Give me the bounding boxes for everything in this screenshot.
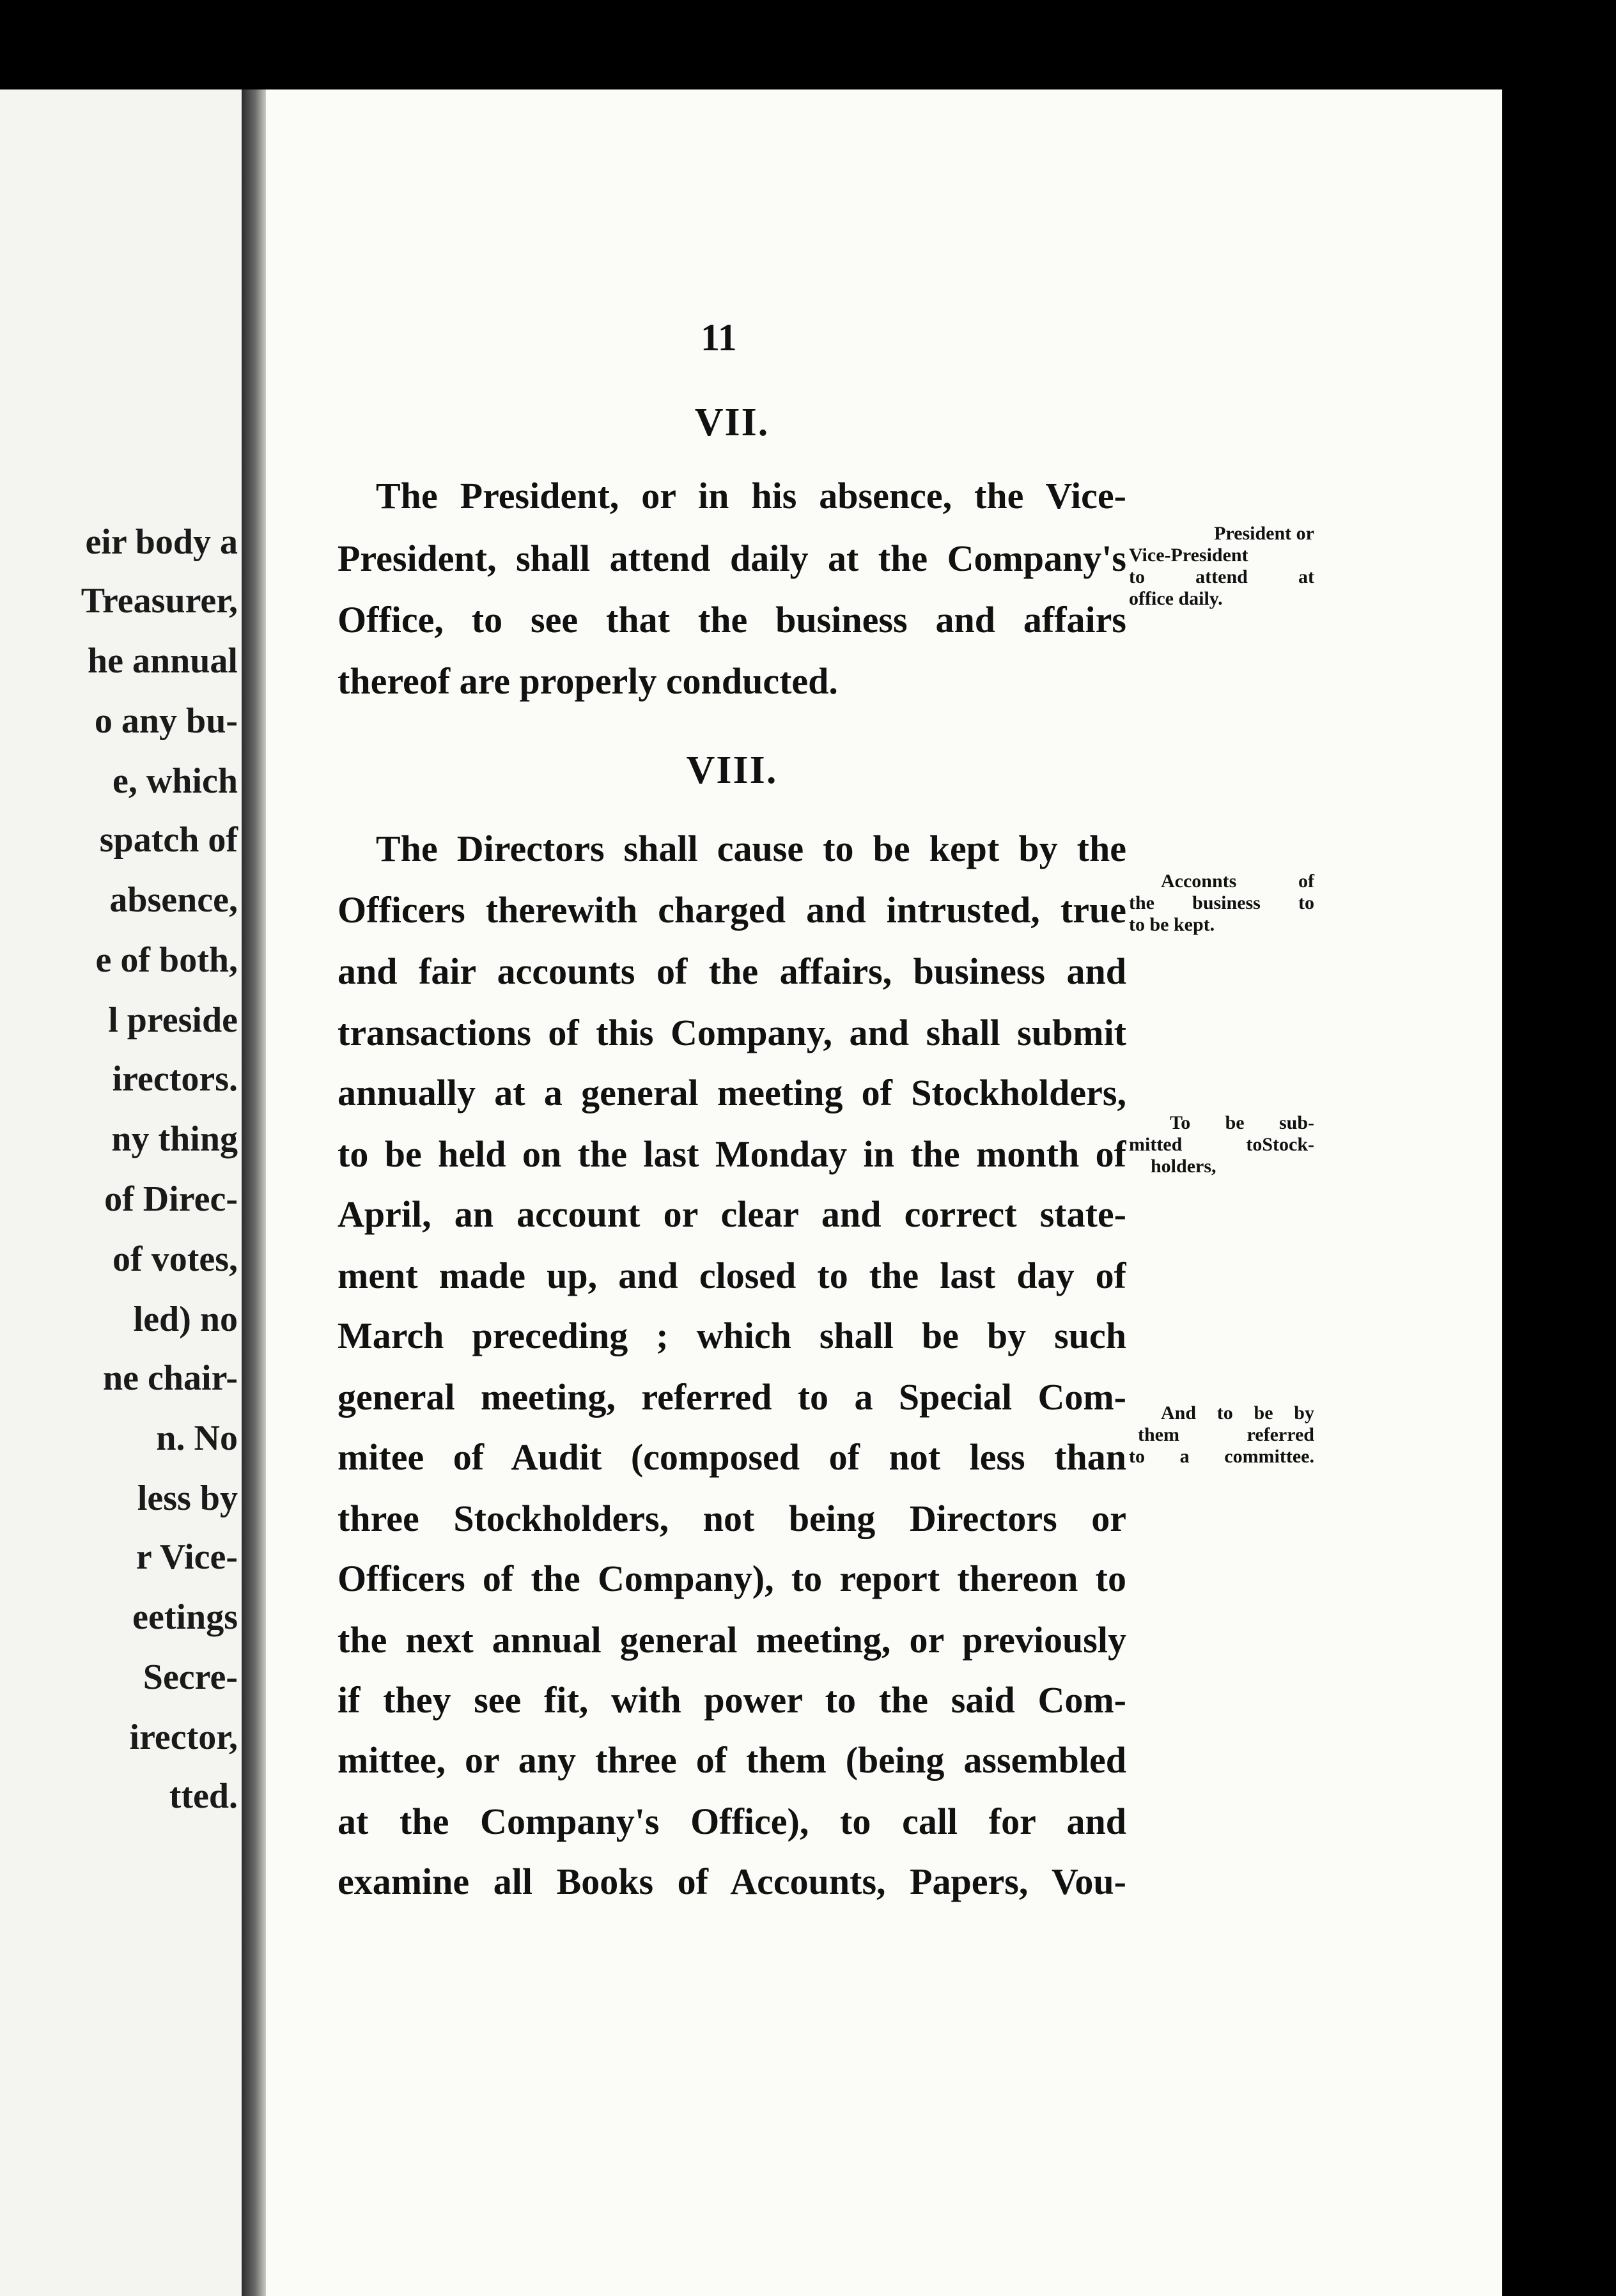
- margin-note-line: to be kept.: [1129, 914, 1215, 935]
- left-facing-page: [0, 89, 244, 2296]
- margin-note: [1129, 1112, 1314, 1177]
- left-page-fragment: Secre-: [143, 1657, 238, 1697]
- body-text-line: if they see fit, with power to the said Com-: [338, 1679, 1126, 1721]
- margin-note-line: office daily.: [1129, 588, 1223, 609]
- scan-border: [1502, 89, 1616, 2296]
- left-page-fragment: Treasurer,: [81, 581, 238, 621]
- left-page-fragment: ne chair-: [103, 1358, 238, 1398]
- left-page-fragment: eir body a: [85, 522, 238, 562]
- margin-note-line: holders,: [1151, 1156, 1216, 1177]
- section-heading-vii: VII.: [694, 401, 770, 444]
- left-page-fragment: spatch of: [99, 820, 238, 860]
- left-page-fragment: e, which: [113, 761, 238, 801]
- body-text-line: annually at a general meeting of Stockholders,: [338, 1072, 1126, 1113]
- left-page-fragment: e of both,: [95, 940, 238, 980]
- body-text-line: Officers of the Company), to report thereon to: [338, 1558, 1126, 1599]
- left-page-fragment: of votes,: [113, 1239, 238, 1279]
- margin-note-line: to a committee.: [1129, 1446, 1314, 1467]
- left-page-fragment: less by: [137, 1478, 238, 1518]
- margin-note-line: To be sub-: [1170, 1112, 1314, 1133]
- body-text-line: mitee of Audit (composed of not less than: [338, 1436, 1126, 1478]
- margin-note-line: them referred: [1138, 1424, 1314, 1445]
- left-page-fragment: ny thing: [111, 1119, 238, 1159]
- body-text-line: at the Company's Office), to call for and: [338, 1801, 1126, 1842]
- left-page-fragment: r Vice-: [136, 1537, 238, 1577]
- body-text-line: thereof are properly conducted.: [338, 660, 838, 702]
- left-page-fragment: he annual: [88, 641, 238, 681]
- body-text-line: Office, to see that the business and affairs: [338, 599, 1126, 640]
- body-text-line: April, an account or clear and correct state-: [338, 1193, 1126, 1235]
- left-page-fragment: eetings: [132, 1597, 238, 1637]
- margin-note-line: Acconnts of: [1161, 871, 1314, 892]
- left-page-fragment: n. No: [156, 1418, 238, 1458]
- margin-note-line: to attend at: [1129, 566, 1314, 587]
- left-page-fragment: absence,: [109, 880, 238, 920]
- body-text-line: three Stockholders, not being Directors or: [338, 1498, 1126, 1539]
- page-number: 11: [701, 316, 737, 359]
- left-page-fragment: led) no: [133, 1299, 238, 1339]
- margin-note: [1129, 1402, 1314, 1468]
- body-text-line: ment made up, and closed to the last day of: [338, 1255, 1126, 1296]
- body-text-line: to be held on the last Monday in the month of: [338, 1133, 1126, 1175]
- margin-note-line: And to be by: [1161, 1402, 1314, 1423]
- margin-note-line: mitted toStock-: [1129, 1134, 1314, 1155]
- body-text-line: examine all Books of Accounts, Papers, Vou-: [338, 1861, 1126, 1902]
- left-page-fragment: irectors.: [112, 1059, 238, 1099]
- body-text-line: the next annual general meeting, or previously: [338, 1619, 1126, 1661]
- body-text-line: The President, or in his absence, the Vice-: [376, 475, 1126, 516]
- body-text-line: March preceding ; which shall be by such: [338, 1315, 1126, 1356]
- body-text-line: transactions of this Company, and shall submit: [338, 1012, 1126, 1053]
- left-page-fragment: of Direc-: [104, 1179, 238, 1219]
- left-page-fragment: tted.: [169, 1776, 238, 1816]
- margin-note-line: President or: [1214, 523, 1314, 544]
- body-text-line: general meeting, referred to a Special Com-: [338, 1376, 1126, 1418]
- section-heading-viii: VIII.: [686, 749, 778, 792]
- left-page-fragment: l preside: [108, 1000, 238, 1040]
- body-text-line: President, shall attend daily at the Company's: [338, 538, 1126, 579]
- book-gutter: [242, 89, 266, 2296]
- body-text-line: mittee, or any three of them (being assembled: [338, 1739, 1126, 1781]
- margin-note-line: Vice-President: [1129, 545, 1248, 566]
- body-text-line: The Directors shall cause to be kept by the: [376, 828, 1126, 869]
- left-page-fragment: irector,: [129, 1718, 238, 1757]
- margin-note: [1129, 871, 1314, 936]
- margin-note-line: the business to: [1129, 892, 1314, 913]
- body-text-line: and fair accounts of the affairs, business and: [338, 950, 1126, 992]
- left-page-fragment: o any bu-: [94, 701, 238, 741]
- body-text-line: Officers therewith charged and intrusted, true: [338, 889, 1126, 931]
- margin-note: [1129, 523, 1314, 610]
